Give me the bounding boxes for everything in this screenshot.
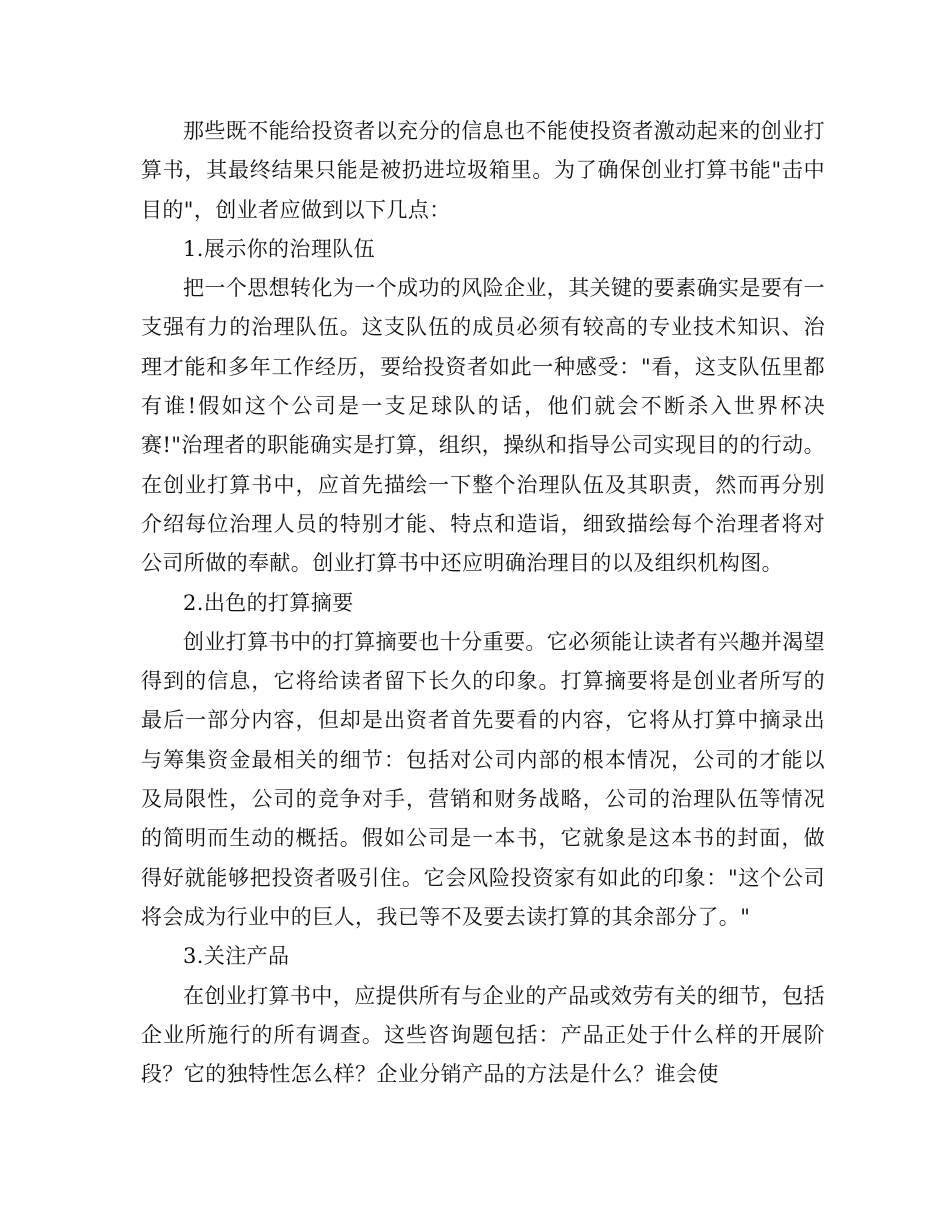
product-focus-paragraph: 在创业打算书中，应提供所有与企业的产品或效劳有关的细节，包括企业所施行的所有调查。这些咨询题包括：产品正处于什么样的开展阶段？它的独特性怎么样？企业分销产品的方法是什么？谁会使 <box>141 983 825 1087</box>
section-heading-executive-summary: 2.出色的打算摘要 <box>183 590 354 615</box>
section-heading-management-team: 1.展示你的治理队伍 <box>183 236 376 261</box>
executive-summary-paragraph: 创业打算书中的打算摘要也十分重要。它必须能让读者有兴趣并渴望得到的信息，它将给读者留下长久的印象。打算摘要将是创业者所写的最后一部分内容，但却是出资者首先要看的内容，它将从打算中摘录出与筹集资金最相关的细节：包括对公司内部的根本情况，公司的才能以及局限性，公司的竞争对手，营销和财务战略，公司的治理队伍等情况的简明而生动的概括。假如公司是一本书，它就象是这本书的封面，做得好就能够把投资者吸引住。它会风险投资家有如此的印象："这个公司将会成为行业中的巨人，我已等不及要去读打算的其余部分了。" <box>141 629 825 929</box>
intro-paragraph: 那些既不能给投资者以充分的信息也不能使投资者激动起来的创业打算书，其最终结果只能是被扔进垃圾箱里。为了确保创业打算书能"击中目的"，创业者应做到以下几点： <box>141 119 825 222</box>
management-team-paragraph: 把一个思想转化为一个成功的风险企业，其关键的要素确实是要有一支强有力的治理队伍。这支队伍的成员必须有较高的专业技术知识、治理才能和多年工作经历，要给投资者如此一种感受："看，这支队伍里都有谁!假如这个公司是一支足球队的话，他们就会不断杀入世界杯决赛!"治理者的职能确实是打算，组织，操纵和指导公司实现目的的行动。在创业打算书中，应首先描绘一下整个治理队伍及其职责，然而再分别介绍每位治理人员的特别才能、特点和造诣，细致描绘每个治理者将对公司所做的奉献。创业打算书中还应明确治理目的以及组织机构图。 <box>141 276 825 576</box>
section-heading-product-focus: 3.关注产品 <box>183 944 290 969</box>
document-page <box>141 112 825 1094</box>
